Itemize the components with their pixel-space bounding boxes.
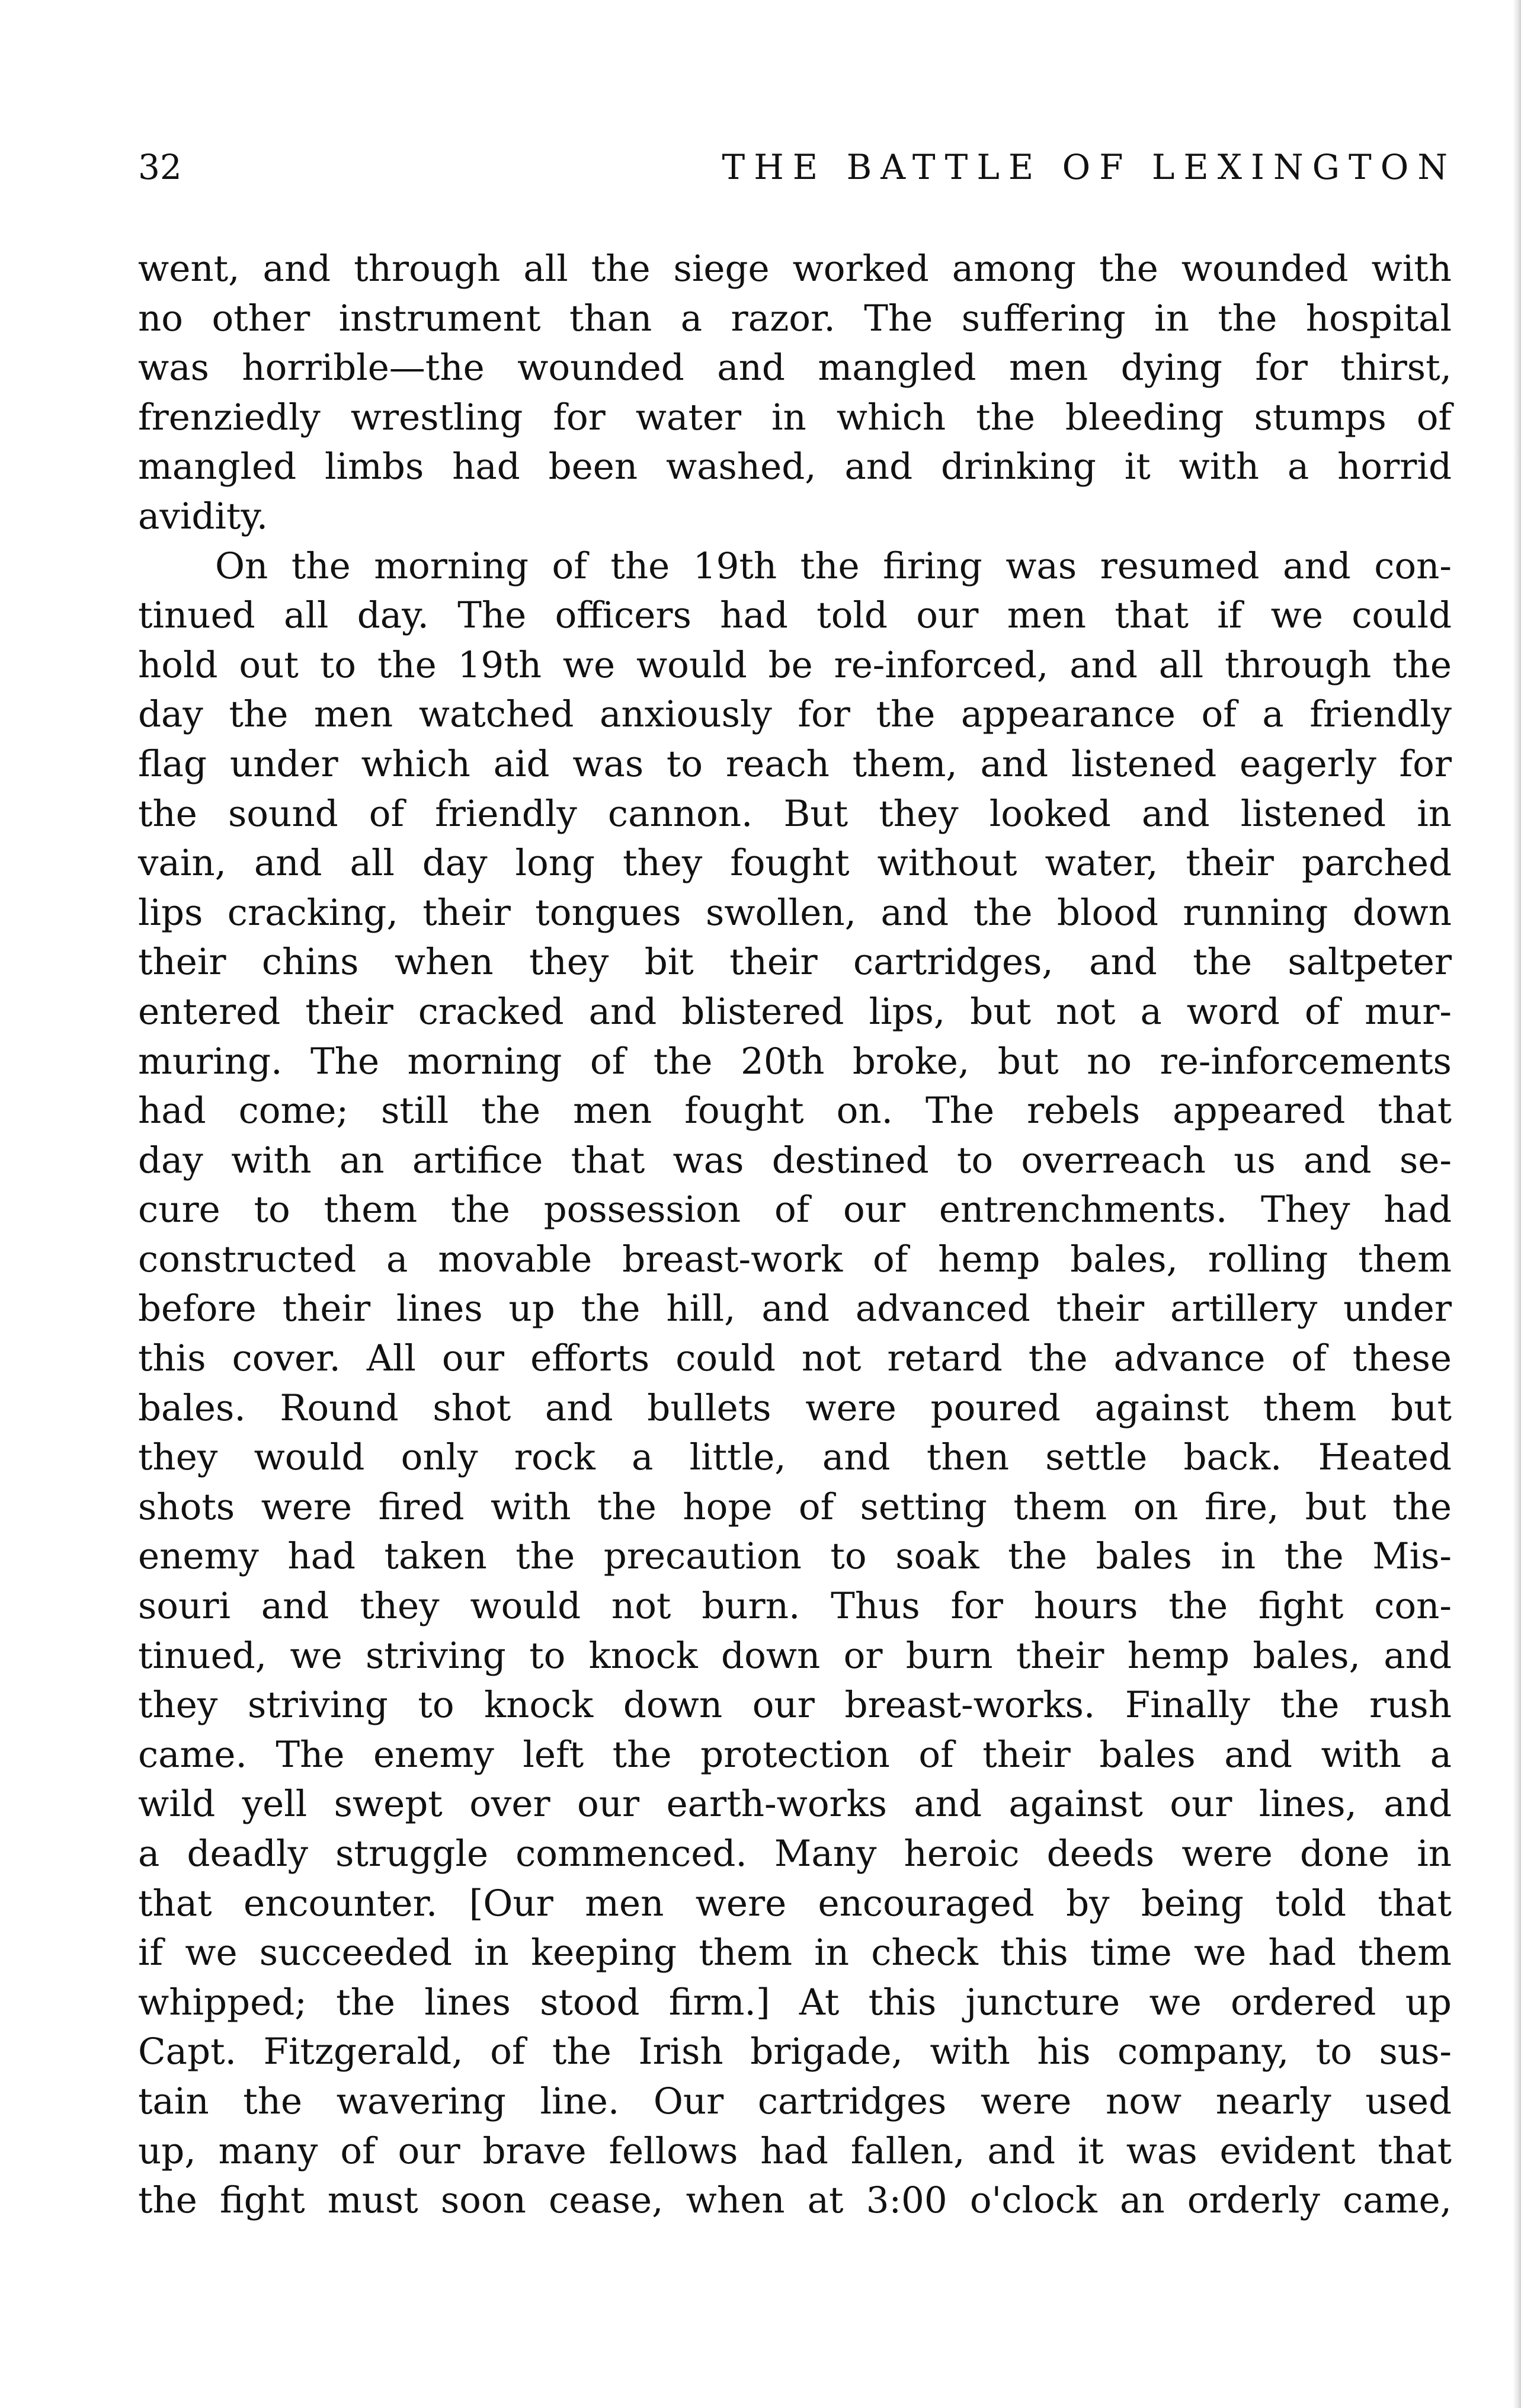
text-line: bales. Round shot and bullets were poured against them but xyxy=(138,1386,1452,1429)
page-header xyxy=(138,147,1456,200)
text-line: hold out to the 19th we would be re-inforced, and all through the xyxy=(138,643,1452,686)
text-line: came. The enemy left the protection of their bales and with a xyxy=(138,1733,1452,1776)
text-line: lips cracking, their tongues swollen, and the blood running down xyxy=(138,891,1452,934)
text-line-with-handwritten-bracket-open: that encounter. [Our men were encouraged by being told that xyxy=(138,1882,1452,1925)
text-line: tinued all day. The officers had told our men that if we could xyxy=(138,594,1452,637)
text-line: the sound of friendly cannon. But they looked and listened in xyxy=(138,792,1452,835)
text-line: a deadly struggle commenced. Many heroic deeds were done in xyxy=(138,1833,1452,1875)
text-line: they striving to knock down our breast-works. Finally the rush xyxy=(138,1684,1452,1727)
text-line: shots were fired with the hope of setting them on fire, but the xyxy=(138,1485,1452,1528)
text-line: frenziedly wrestling for water in which the bleeding stumps of xyxy=(138,396,1452,438)
text-line: flag under which aid was to reach them, and listened eagerly for xyxy=(138,742,1452,785)
text-line: their chins when they bit their cartridges, and the saltpeter xyxy=(138,941,1452,984)
text-line: souri and they would not burn. Thus for hours the fight con- xyxy=(138,1585,1452,1628)
text-line: tain the wavering line. Our cartridges were now nearly used xyxy=(138,2080,1452,2122)
text-line: entered their cracked and blistered lips, but not a word of mur- xyxy=(138,990,1452,1033)
body-text xyxy=(138,244,1452,2226)
text-line: muring. The morning of the 20th broke, but no re-inforcements xyxy=(138,1040,1452,1083)
text-line: had come; still the men fought on. The rebels appeared that xyxy=(138,1090,1452,1132)
paragraph-start-line: On the morning of the 19th the firing was resumed and con- xyxy=(215,545,1452,587)
text-line: enemy had taken the precaution to soak the bales in the Mis- xyxy=(138,1535,1452,1578)
page-number: 32 xyxy=(138,147,182,187)
text-line: wild yell swept over our earth-works and against our lines, and xyxy=(138,1783,1452,1826)
text-line: Capt. Fitzgerald, of the Irish brigade, with his company, to sus- xyxy=(138,2031,1452,2073)
text-line: tinued, we striving to knock down or burn their hemp bales, and xyxy=(138,1634,1452,1677)
text-line: day the men watched anxiously for the appearance of a friendly xyxy=(138,693,1452,736)
text-line-with-handwritten-bracket-close: whipped; the lines stood firm.] At this juncture we ordered up xyxy=(138,1981,1452,2023)
text-line: went, and through all the siege worked among the wounded with xyxy=(138,248,1452,290)
text-line: they would only rock a little, and then settle back. Heated xyxy=(138,1436,1452,1479)
text-line: vain, and all day long they fought without water, their parched xyxy=(138,842,1452,885)
text-line: up, many of our brave fellows had fallen, and it was evident that xyxy=(138,2130,1452,2172)
text-line: day with an artifice that was destined to overreach us and se- xyxy=(138,1139,1452,1181)
text-line: was horrible—the wounded and mangled men dying for thirst, xyxy=(138,347,1452,389)
text-line: no other instrument than a razor. The suffering in the hospital xyxy=(138,297,1452,340)
text-line: the fight must soon cease, when at 3:00 o'clock an orderly came, xyxy=(138,2179,1452,2222)
text-line: before their lines up the hill, and advanced their artillery under xyxy=(138,1288,1452,1330)
running-title: THE BATTLE OF LEXINGTON xyxy=(722,147,1456,187)
text-line: if we succeeded in keeping them in check this time we had them xyxy=(138,1932,1452,1974)
text-line: cure to them the possession of our entrenchments. They had xyxy=(138,1189,1452,1231)
text-line: mangled limbs had been washed, and drinking it with a horrid xyxy=(138,446,1452,488)
text-line: this cover. All our efforts could not retard the advance of these xyxy=(138,1337,1452,1380)
page-edge-shadow xyxy=(1513,0,1521,2408)
text-line: constructed a movable breast-work of hemp bales, rolling them xyxy=(138,1238,1452,1280)
text-line: avidity. xyxy=(138,495,268,537)
